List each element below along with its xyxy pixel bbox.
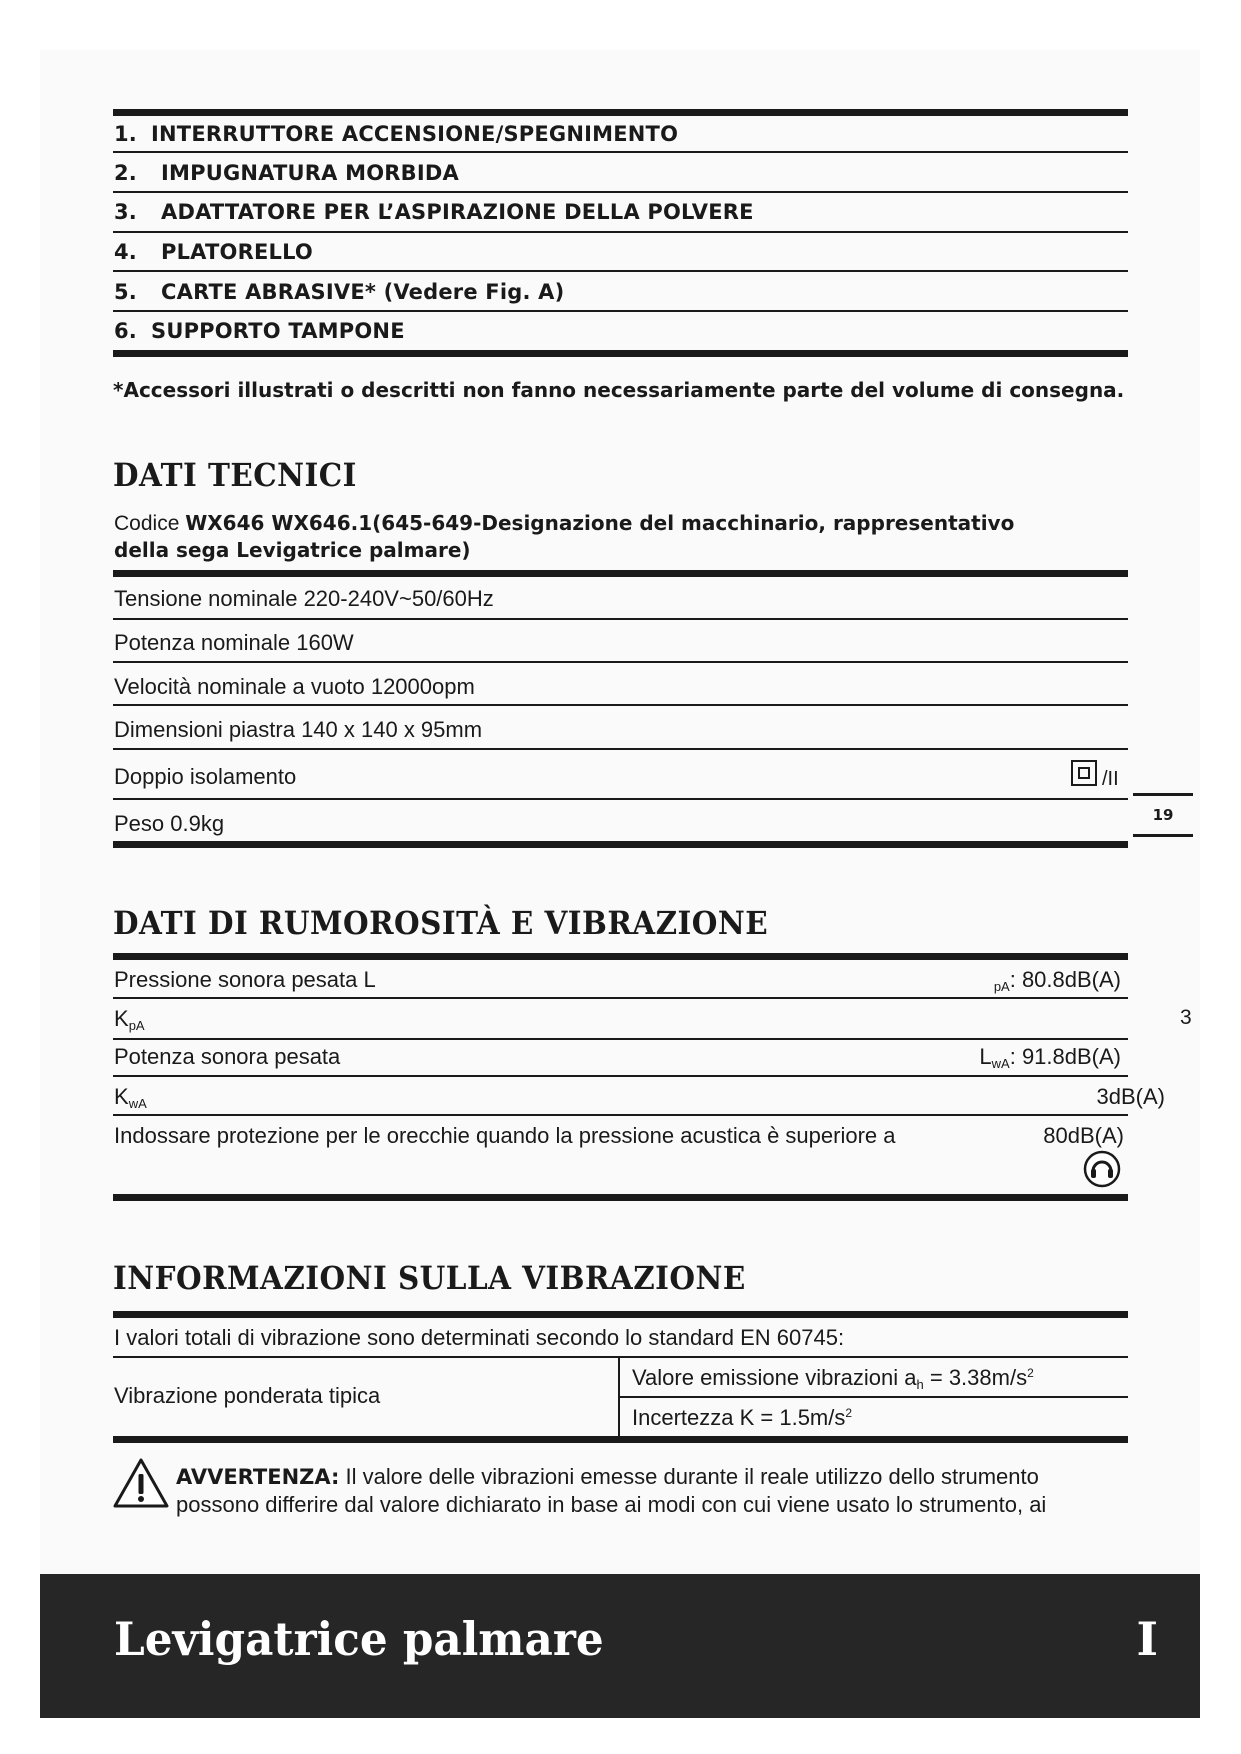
parts-divider bbox=[113, 151, 1128, 153]
power-symbol: L bbox=[979, 1044, 992, 1069]
noise-divider bbox=[113, 1114, 1128, 1116]
parts-item-number: 4. bbox=[114, 240, 137, 264]
warning-icon bbox=[112, 1457, 170, 1509]
spec-divider bbox=[113, 618, 1128, 620]
footer-bar bbox=[40, 1574, 1200, 1718]
noise-kwa-label bbox=[114, 1084, 147, 1111]
vibration-bottom-rule bbox=[113, 1436, 1128, 1443]
uncertainty-text: Incertezza K = 1.5m/s bbox=[632, 1405, 846, 1430]
warning-text bbox=[176, 1463, 1136, 1519]
page-number: 19 bbox=[1152, 806, 1174, 824]
parts-divider bbox=[113, 310, 1128, 312]
accessories-note: *Accessori illustrati o descritti non fanno necessariamente parte del volume di consegna. bbox=[113, 378, 1125, 402]
spec-dimensions: Dimensioni piastra 140 x 140 x 95mm bbox=[114, 717, 483, 742]
noise-heading: DATI DI RUMOROSITÀ E VIBRAZIONE bbox=[113, 904, 769, 942]
pressure-value-text: : 80.8dB(A) bbox=[1009, 967, 1121, 992]
spec-insulation: Doppio isolamento bbox=[114, 764, 297, 789]
parts-divider bbox=[113, 191, 1128, 193]
spec-speed: Velocità nominale a vuoto 12000opm bbox=[114, 674, 475, 699]
kpa-subscript: pA bbox=[128, 1018, 145, 1033]
uncertainty-superscript: 2 bbox=[845, 1406, 853, 1420]
noise-top-rule bbox=[113, 953, 1128, 960]
spec-divider bbox=[113, 748, 1128, 750]
spec-divider bbox=[113, 704, 1128, 706]
power-subscript: wA bbox=[991, 1056, 1010, 1071]
kpa-symbol: K bbox=[114, 1006, 129, 1031]
noise-kpa-label bbox=[114, 1006, 145, 1033]
emission-subscript: h bbox=[916, 1377, 924, 1392]
insulation-class: /II bbox=[1102, 768, 1119, 790]
parts-item-label: PLATORELLO bbox=[161, 240, 313, 264]
kwa-subscript: wA bbox=[128, 1096, 147, 1111]
footer-title: Levigatrice palmare bbox=[114, 1612, 604, 1666]
vibration-uncertainty bbox=[632, 1405, 852, 1431]
parts-item-5 bbox=[114, 280, 564, 304]
code-model-line2: della sega Levigatrice palmare) bbox=[114, 538, 471, 562]
parts-item-4 bbox=[114, 240, 313, 264]
page-number-rule-bottom bbox=[1133, 834, 1193, 837]
parts-top-rule bbox=[113, 109, 1128, 116]
vibration-emission bbox=[632, 1365, 1034, 1392]
noise-ear-value: 80dB(A) bbox=[1043, 1123, 1124, 1148]
parts-item-number: 5. bbox=[114, 280, 137, 304]
code-prefix: Codice bbox=[114, 512, 186, 535]
technical-top-rule bbox=[113, 570, 1128, 577]
noise-power-value bbox=[979, 1044, 1121, 1071]
parts-item-1 bbox=[114, 122, 678, 146]
footer-language-letter: I bbox=[1136, 1612, 1158, 1666]
page-number-rule-top bbox=[1133, 793, 1193, 796]
spec-power: Potenza nominale 160W bbox=[114, 630, 354, 655]
parts-item-label: SUPPORTO TAMPONE bbox=[151, 319, 405, 343]
double-insulation-icon bbox=[1071, 760, 1097, 786]
technical-heading: DATI TECNICI bbox=[113, 456, 357, 494]
spec-divider bbox=[113, 661, 1128, 663]
noise-divider bbox=[113, 1075, 1128, 1077]
warning-line2: possono differire dal valore dichiarato in base ai modi con cui viene usato lo strumento, ai bbox=[176, 1492, 1047, 1517]
technical-code bbox=[114, 510, 1124, 564]
ear-protection-icon bbox=[1083, 1150, 1121, 1188]
noise-divider bbox=[113, 997, 1128, 999]
parts-item-number: 1. bbox=[114, 122, 137, 146]
warning-title: AVVERTENZA: bbox=[176, 1465, 340, 1489]
parts-item-label: CARTE ABRASIVE* (Vedere Fig. A) bbox=[161, 280, 565, 304]
code-model-line1: WX646 WX646.1(645-649-Designazione del macchinario, rappresentativo bbox=[185, 511, 1015, 535]
pressure-subscript: pA bbox=[993, 979, 1010, 994]
parts-item-label: ADATTATORE PER L’ASPIRAZIONE DELLA POLVERE bbox=[161, 200, 754, 224]
power-value-text: : 91.8dB(A) bbox=[1009, 1044, 1121, 1069]
noise-divider bbox=[113, 1038, 1128, 1040]
parts-item-label: IMPUGNATURA MORBIDA bbox=[161, 161, 459, 185]
parts-item-6 bbox=[114, 319, 405, 343]
parts-item-2 bbox=[114, 161, 459, 185]
noise-pressure-value bbox=[994, 967, 1121, 994]
parts-item-label: INTERRUTTORE ACCENSIONE/SPEGNIMENTO bbox=[151, 122, 679, 146]
emission-superscript: 2 bbox=[1027, 1366, 1034, 1380]
parts-item-number: 3. bbox=[114, 200, 137, 224]
vibration-divider bbox=[113, 1356, 1128, 1358]
spec-divider bbox=[113, 798, 1128, 800]
warning-line1: Il valore delle vibrazioni emesse durante il reale utilizzo dello strumento bbox=[339, 1464, 1039, 1489]
noise-power-label: Potenza sonora pesata bbox=[114, 1044, 341, 1069]
vibration-intro: I valori totali di vibrazione sono determinati secondo lo standard EN 60745: bbox=[114, 1325, 845, 1350]
noise-pressure-label: Pressione sonora pesata L bbox=[114, 967, 376, 992]
vibration-inner-divider bbox=[620, 1396, 1128, 1398]
vibration-typical-label: Vibrazione ponderata tipica bbox=[114, 1383, 381, 1408]
parts-item-number: 6. bbox=[114, 319, 137, 343]
parts-divider bbox=[113, 231, 1128, 233]
parts-divider bbox=[113, 270, 1128, 272]
parts-bottom-rule bbox=[113, 350, 1128, 357]
noise-kpa-value: 3 bbox=[1180, 1006, 1192, 1029]
noise-ear-text: Indossare protezione per le orecchie quando la pressione acustica è superiore a bbox=[114, 1123, 896, 1148]
noise-kwa-value: 3dB(A) bbox=[1096, 1084, 1165, 1109]
kwa-symbol: K bbox=[114, 1084, 129, 1109]
parts-item-number: 2. bbox=[114, 161, 137, 185]
parts-item-3 bbox=[114, 200, 754, 224]
vibration-heading: INFORMAZIONI SULLA VIBRAZIONE bbox=[113, 1259, 746, 1297]
spec-voltage: Tensione nominale 220-240V~50/60Hz bbox=[114, 586, 494, 611]
noise-bottom-rule bbox=[113, 1194, 1128, 1201]
emission-label: Valore emissione vibrazioni a bbox=[632, 1365, 917, 1390]
spec-weight: Peso 0.9kg bbox=[114, 811, 225, 836]
emission-value: = 3.38m/s bbox=[923, 1365, 1028, 1390]
technical-bottom-rule bbox=[113, 841, 1128, 848]
vibration-top-rule bbox=[113, 1311, 1128, 1318]
